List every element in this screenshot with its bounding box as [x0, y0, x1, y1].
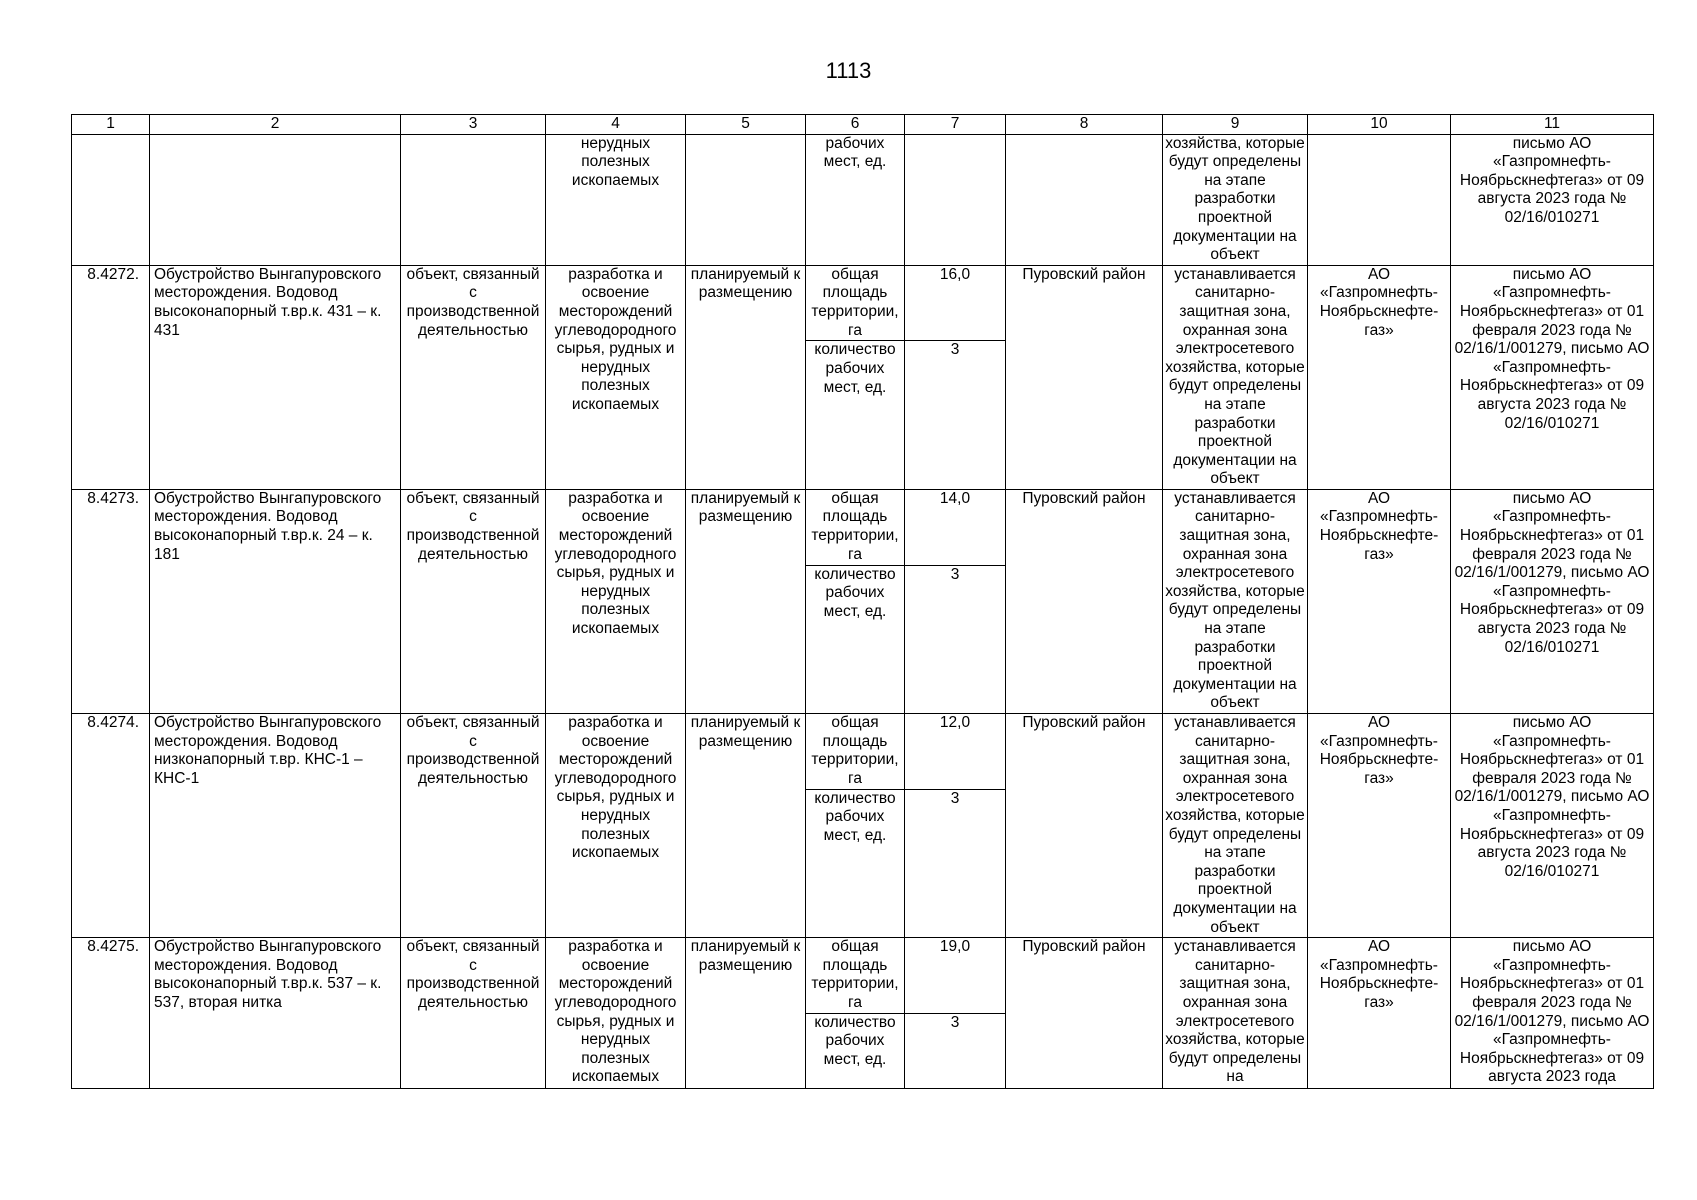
- cell-name: [150, 134, 401, 265]
- table-row: [72, 938, 1654, 1013]
- cell-owner: АО «Газпромнефть-Ноябрьскнефте-газ»: [1308, 714, 1451, 938]
- cell-status: планируемый к размещению: [686, 265, 806, 489]
- cell-param-value: 14,0: [905, 489, 1006, 565]
- page-number: 1113: [825, 58, 872, 83]
- cell-purpose: разработка и освоение месторождений углеводородного сырья, рудных и нерудных полезных ископаемых: [546, 714, 686, 938]
- cell-name: Обустройство Вынгапуровского месторождения. Водовод низконапорный т.вр. КНС-1 – КНС-1: [150, 714, 401, 938]
- header-cell: 2: [150, 115, 401, 135]
- cell-param-value: [905, 134, 1006, 265]
- header-cell: 4: [546, 115, 686, 135]
- header-cell: 10: [1308, 115, 1451, 135]
- cell-num: [72, 134, 150, 265]
- cell-param-value: 3: [905, 341, 1006, 490]
- cell-location: [1006, 134, 1163, 265]
- header-cell: 11: [1451, 115, 1654, 135]
- cell-status: [686, 134, 806, 265]
- header-cell: 7: [905, 115, 1006, 135]
- cell-param-value: 19,0: [905, 938, 1006, 1013]
- cell-num: 8.4272.: [72, 265, 150, 489]
- cell-zones: устанавливается санитарно-защитная зона, охранная зона электросетевого хозяйства, которые будут определены на: [1163, 938, 1308, 1088]
- cell-status: планируемый к размещению: [686, 714, 806, 938]
- header-cell: 9: [1163, 115, 1308, 135]
- cell-type: объект, связанный с производственной деятельностью: [401, 489, 546, 713]
- cell-basis: письмо АО «Газпромнефть-Ноябрьскнефтегаз» от 09 августа 2023 года № 02/16/010271: [1451, 134, 1654, 265]
- header-cell: 8: [1006, 115, 1163, 135]
- cell-status: планируемый к размещению: [686, 489, 806, 713]
- cell-zones: устанавливается санитарно-защитная зона, охранная зона электросетевого хозяйства, которые будут определены на этапе разработки проектной документации на объект: [1163, 489, 1308, 713]
- continuation-row: [72, 134, 1654, 265]
- cell-status: планируемый к размещению: [686, 938, 806, 1088]
- cell-owner: [1308, 134, 1451, 265]
- cell-purpose: разработка и освоение месторождений углеводородного сырья, рудных и нерудных полезных ископаемых: [546, 489, 686, 713]
- cell-location: Пуровский район: [1006, 489, 1163, 713]
- table-row: [72, 714, 1654, 790]
- cell-param-value: 3: [905, 789, 1006, 938]
- cell-param-value: 3: [905, 565, 1006, 714]
- cell-param-label: общая площадь территории, га: [806, 938, 905, 1013]
- cell-location: Пуровский район: [1006, 938, 1163, 1088]
- header-cell: 1: [72, 115, 150, 135]
- cell-basis: письмо АО «Газпромнефть-Ноябрьскнефтегаз» от 01 февраля 2023 года № 02/16/1/001279, письмо АО «Газпромнефть-Ноябрьскнефтегаз» от 09 августа 2023 года № 02/16/010271: [1451, 714, 1654, 938]
- cell-num: 8.4273.: [72, 489, 150, 713]
- cell-location: Пуровский район: [1006, 714, 1163, 938]
- header-row: [72, 115, 1654, 135]
- cell-purpose: разработка и освоение месторождений углеводородного сырья, рудных и нерудных полезных ископаемых: [546, 265, 686, 489]
- cell-owner: АО «Газпромнефть-Ноябрьскнефте-газ»: [1308, 489, 1451, 713]
- cell-zones: хозяйства, которые будут определены на этапе разработки проектной документации на объект: [1163, 134, 1308, 265]
- cell-zones: устанавливается санитарно-защитная зона, охранная зона электросетевого хозяйства, которые будут определены на этапе разработки проектной документации на объект: [1163, 265, 1308, 489]
- objects-table: [71, 114, 1654, 1089]
- header-cell: 5: [686, 115, 806, 135]
- cell-type: объект, связанный с производственной деятельностью: [401, 714, 546, 938]
- cell-param-label: количество рабочих мест, ед.: [806, 341, 905, 490]
- cell-param-label: количество рабочих мест, ед.: [806, 789, 905, 938]
- cell-owner: АО «Газпромнефть-Ноябрьскнефте-газ»: [1308, 938, 1451, 1088]
- cell-param-label: количество рабочих мест, ед.: [806, 1013, 905, 1088]
- cell-location: Пуровский район: [1006, 265, 1163, 489]
- cell-basis: письмо АО «Газпромнефть-Ноябрьскнефтегаз» от 01 февраля 2023 года № 02/16/1/001279, письмо АО «Газпромнефть-Ноябрьскнефтегаз» от 09 августа 2023 года № 02/16/010271: [1451, 265, 1654, 489]
- cell-num: 8.4274.: [72, 714, 150, 938]
- table-row: [72, 265, 1654, 341]
- cell-param-value: 3: [905, 1013, 1006, 1088]
- cell-param-value: 12,0: [905, 714, 1006, 790]
- cell-purpose: разработка и освоение месторождений углеводородного сырья, рудных и нерудных полезных ископаемых: [546, 938, 686, 1088]
- table-row: [72, 489, 1654, 565]
- cell-basis: письмо АО «Газпромнефть-Ноябрьскнефтегаз» от 01 февраля 2023 года № 02/16/1/001279, письмо АО «Газпромнефть-Ноябрьскнефтегаз» от 09 августа 2023 года: [1451, 938, 1654, 1088]
- cell-type: [401, 134, 546, 265]
- cell-param-label: рабочих мест, ед.: [806, 134, 905, 265]
- cell-param-label: общая площадь территории, га: [806, 489, 905, 565]
- cell-name: Обустройство Вынгапуровского месторождения. Водовод высоконапорный т.вр.к. 537 – к. 537, вторая нитка: [150, 938, 401, 1088]
- cell-type: объект, связанный с производственной деятельностью: [401, 938, 546, 1088]
- cell-owner: АО «Газпромнефть-Ноябрьскнефте-газ»: [1308, 265, 1451, 489]
- cell-param-label: количество рабочих мест, ед.: [806, 565, 905, 714]
- cell-num: 8.4275.: [72, 938, 150, 1088]
- header-cell: 6: [806, 115, 905, 135]
- cell-name: Обустройство Вынгапуровского месторождения. Водовод высоконапорный т.вр.к. 431 – к. 431: [150, 265, 401, 489]
- header-cell: 3: [401, 115, 546, 135]
- cell-basis: письмо АО «Газпромнефть-Ноябрьскнефтегаз» от 01 февраля 2023 года № 02/16/1/001279, письмо АО «Газпромнефть-Ноябрьскнефтегаз» от 09 августа 2023 года № 02/16/010271: [1451, 489, 1654, 713]
- cell-param-value: 16,0: [905, 265, 1006, 341]
- cell-zones: устанавливается санитарно-защитная зона, охранная зона электросетевого хозяйства, которые будут определены на этапе разработки проектной документации на объект: [1163, 714, 1308, 938]
- cell-purpose: нерудных полезных ископаемых: [546, 134, 686, 265]
- cell-name: Обустройство Вынгапуровского месторождения. Водовод высоконапорный т.вр.к. 24 – к. 181: [150, 489, 401, 713]
- cell-param-label: общая площадь территории, га: [806, 265, 905, 341]
- cell-type: объект, связанный с производственной деятельностью: [401, 265, 546, 489]
- cell-param-label: общая площадь территории, га: [806, 714, 905, 790]
